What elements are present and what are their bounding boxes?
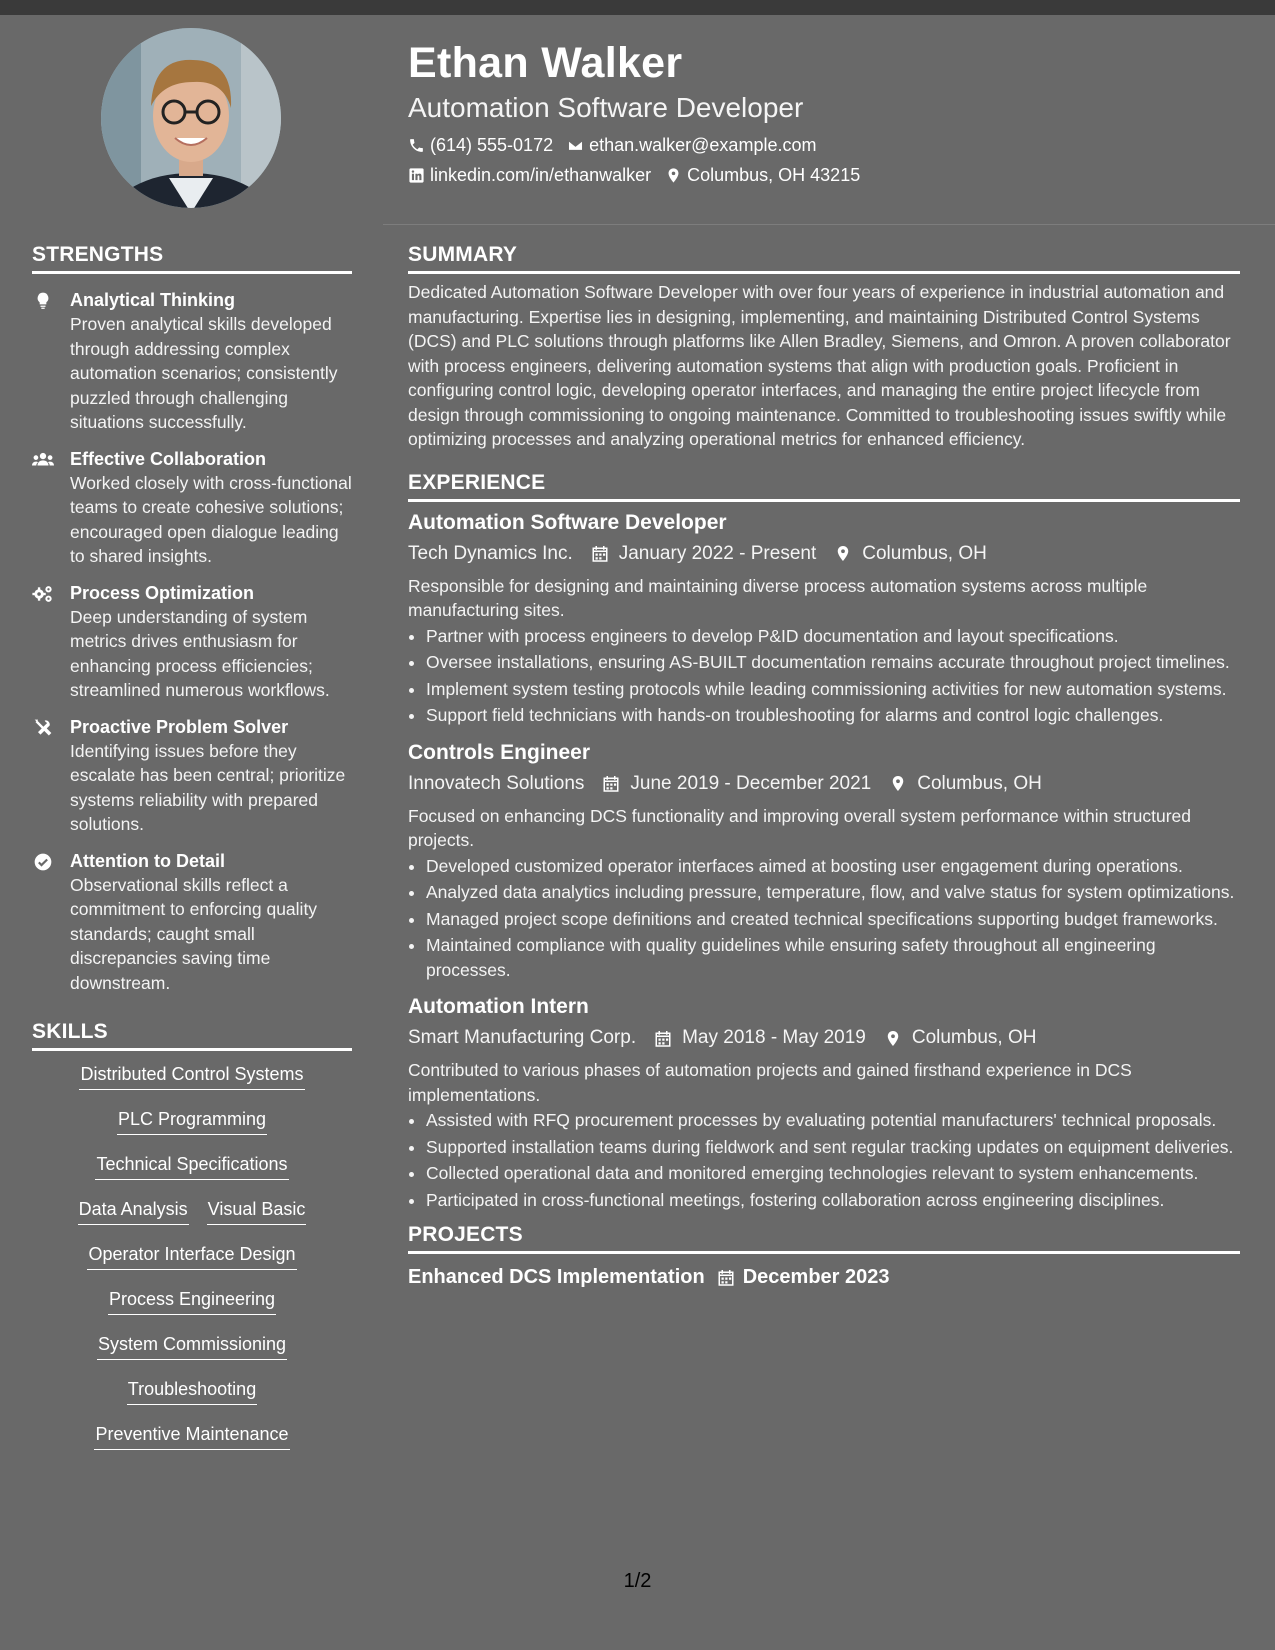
job-company: Smart Manufacturing Corp. [408, 1027, 637, 1048]
skill-tag: Preventive Maintenance [94, 1421, 289, 1450]
calendar-icon [602, 774, 620, 793]
skill-tag: Distributed Control Systems [79, 1061, 304, 1090]
linkedin-text: linkedin.com/in/ethanwalker [430, 165, 652, 185]
job-bullet: • Partner with process engineers to develop P&ID documentation and layout specifications. [426, 624, 1240, 649]
project-name: Enhanced DCS Implementation [408, 1266, 705, 1288]
summary-heading: SUMMARY [408, 243, 518, 266]
job-bullet: • Supported installation teams during fieldwork and sent regular tracking updates on equipment deliveries. [426, 1135, 1240, 1160]
strength-title: Analytical Thinking [70, 290, 236, 310]
strength-desc: Observational skills reflect a commitment to enforcing quality standards; caught small discrepancies saving time downstream. [70, 874, 318, 993]
resume-header [408, 36, 1228, 188]
job-bullet: • Assisted with RFQ procurement processes by evaluating potential manufacturers' technical proposals. [426, 1108, 1240, 1133]
job-company: Tech Dynamics Inc. [408, 542, 573, 564]
job-bullet: • Maintained compliance with quality guidelines while ensuring safety throughout all engineering processes. [426, 933, 1240, 982]
right-column [408, 240, 1240, 1292]
job-bullets [408, 624, 1240, 728]
linkedin-icon [408, 167, 425, 184]
skills-list [32, 1061, 352, 1466]
location-contact [665, 162, 860, 188]
job-description: Contributed to various phases of automation projects and gained firsthand experience in DCS implementations. [408, 1060, 1132, 1105]
email-text: ethan.walker@example.com [589, 135, 817, 155]
project-date: December 2023 [742, 1266, 890, 1288]
strength-desc: Deep understanding of system metrics drives enthusiasm for enhancing process efficiencies; streamlined numerous workflows. [70, 606, 330, 700]
job-title: Controls Engineer [408, 740, 591, 764]
job-meta [408, 1024, 1240, 1052]
strength-title: Proactive Problem Solver [70, 716, 289, 737]
experience-heading: EXPERIENCE [408, 470, 546, 494]
summary-text: Dedicated Automation Software Developer with over four years of experience in industrial automation and manufacturing. Expertise lies in designing, implementing, and maintaining Distributed Control Systems (DCS) and PLC solutions through platforms like Allen Bradley, Siemens, and Omron. A proven collaborator with process engineers, delivering automation systems that align with production goals. Proficient in configuring control logic, developing operator interfaces, and managing the entire project lifecycle from design through commissioning to ongoing maintenance. Committed to troubleshooting issues swiftly while optimizing processes and analyzing operational metrics for enhanced efficiency. [408, 282, 1231, 449]
strength-title: Process Optimization [70, 582, 255, 603]
contact-row-1 [408, 132, 1228, 158]
calendar-icon [591, 544, 609, 563]
calendar-icon [654, 1029, 672, 1048]
linkedin-contact[interactable] [408, 162, 651, 188]
job-bullets [408, 854, 1240, 983]
contact-row-2 [408, 162, 1228, 188]
calendar-icon [717, 1268, 735, 1287]
strength-item [32, 447, 352, 569]
job-entry [408, 992, 1240, 1212]
strengths-rule [32, 271, 352, 274]
job-location: Columbus, OH [862, 542, 987, 564]
skills-heading: SKILLS [32, 1020, 108, 1043]
job-description: Responsible for designing and maintaining diverse process automation systems across multiple manufacturing sites. [408, 575, 1148, 620]
job-bullet: • Implement system testing protocols while leading commissioning activities for new automation systems. [426, 677, 1240, 702]
location-text: Columbus, OH 43215 [687, 165, 861, 185]
skill-tag: Data Analysis [78, 1196, 189, 1225]
skills-rule [32, 1048, 352, 1051]
strength-item [32, 715, 352, 837]
left-column [32, 240, 352, 1466]
email-contact[interactable] [567, 132, 816, 158]
skill-tag: Troubleshooting [127, 1376, 257, 1405]
strength-title: Effective Collaboration [70, 448, 267, 469]
job-entry [408, 508, 1240, 728]
job-dates: January 2022 - Present [618, 542, 817, 564]
top-bar [0, 0, 1275, 15]
phone-text: (614) 555-0172 [430, 135, 554, 155]
page-indicator: 1/2 [623, 1570, 652, 1592]
envelope-icon [567, 137, 584, 154]
job-bullet: • Managed project scope definitions and created technical specifications supporting budget frameworks. [426, 907, 1240, 932]
job-dates: May 2018 - May 2019 [682, 1027, 866, 1048]
projects-heading: PROJECTS [408, 1223, 523, 1246]
candidate-name: Ethan Walker [408, 39, 683, 87]
job-bullet: • Participated in cross-functional meetings, fostering collaboration across engineering disciplines. [426, 1188, 1240, 1213]
job-description: Focused on enhancing DCS functionality and improving overall system performance within structured projects. [408, 805, 1192, 850]
job-title: Automation Software Developer [408, 510, 727, 534]
job-bullet: • Collected operational data and monitored emerging technologies relevant to system enhancements. [426, 1161, 1240, 1186]
phone-icon [408, 137, 425, 154]
experience-rule [408, 499, 1240, 502]
map-marker-icon [665, 167, 682, 184]
map-marker-icon [884, 1029, 902, 1048]
job-bullets [408, 1108, 1240, 1212]
projects-rule [408, 1251, 1240, 1254]
job-location: Columbus, OH [911, 1027, 1037, 1048]
job-dates: June 2019 - December 2021 [630, 772, 872, 794]
profile-photo [101, 28, 281, 208]
job-company: Innovatech Solutions [408, 772, 585, 794]
strength-desc: Identifying issues before they escalate has been central; prioritize systems reliability with prepared solutions. [70, 740, 346, 834]
strength-title: Attention to Detail [70, 850, 225, 871]
summary-rule [408, 271, 1240, 274]
job-location: Columbus, OH [917, 772, 1042, 794]
skill-tag: Visual Basic [207, 1196, 307, 1225]
job-meta [408, 540, 1240, 568]
skill-tag: Operator Interface Design [87, 1241, 296, 1270]
lightbulb-icon [32, 291, 54, 311]
check-circle-icon [32, 852, 54, 872]
job-entry [408, 738, 1240, 983]
job-bullet: • Oversee installations, ensuring AS-BUILT documentation remains accurate throughout project timelines. [426, 650, 1240, 675]
job-bullet: • Analyzed data analytics including pressure, temperature, flow, and valve status for system optimizations. [426, 880, 1240, 905]
cogs-icon [32, 584, 54, 604]
strength-desc: Worked closely with cross-functional teams to create cohesive solutions; encouraged open dialogue leading to shared insights. [70, 472, 352, 566]
skill-tag: Process Engineering [108, 1286, 276, 1315]
map-marker-icon [889, 774, 907, 793]
job-bullet: • Support field technicians with hands-on troubleshooting for alarms and control logic challenges. [426, 703, 1240, 728]
skill-tag: PLC Programming [117, 1106, 267, 1135]
job-meta [408, 770, 1240, 798]
strength-item [32, 288, 352, 435]
skill-tag: Technical Specifications [95, 1151, 288, 1180]
users-icon [32, 450, 54, 470]
job-title: Automation Intern [408, 995, 589, 1018]
strength-desc: Proven analytical skills developed through addressing complex automation scenarios; consistently puzzled through challenging situations successfully. [70, 314, 338, 432]
tools-icon [32, 718, 54, 738]
header-divider [383, 224, 1275, 225]
strength-item [32, 581, 352, 703]
job-bullet: • Developed customized operator interfaces aimed at boosting user engagement during operations. [426, 854, 1240, 879]
phone-contact[interactable] [408, 132, 553, 158]
strengths-heading: STRENGTHS [32, 243, 164, 266]
map-marker-icon [834, 544, 852, 563]
strength-item [32, 849, 352, 996]
project-entry [408, 1262, 1240, 1292]
skill-tag: System Commissioning [97, 1331, 287, 1360]
candidate-title: Automation Software Developer [408, 92, 804, 123]
